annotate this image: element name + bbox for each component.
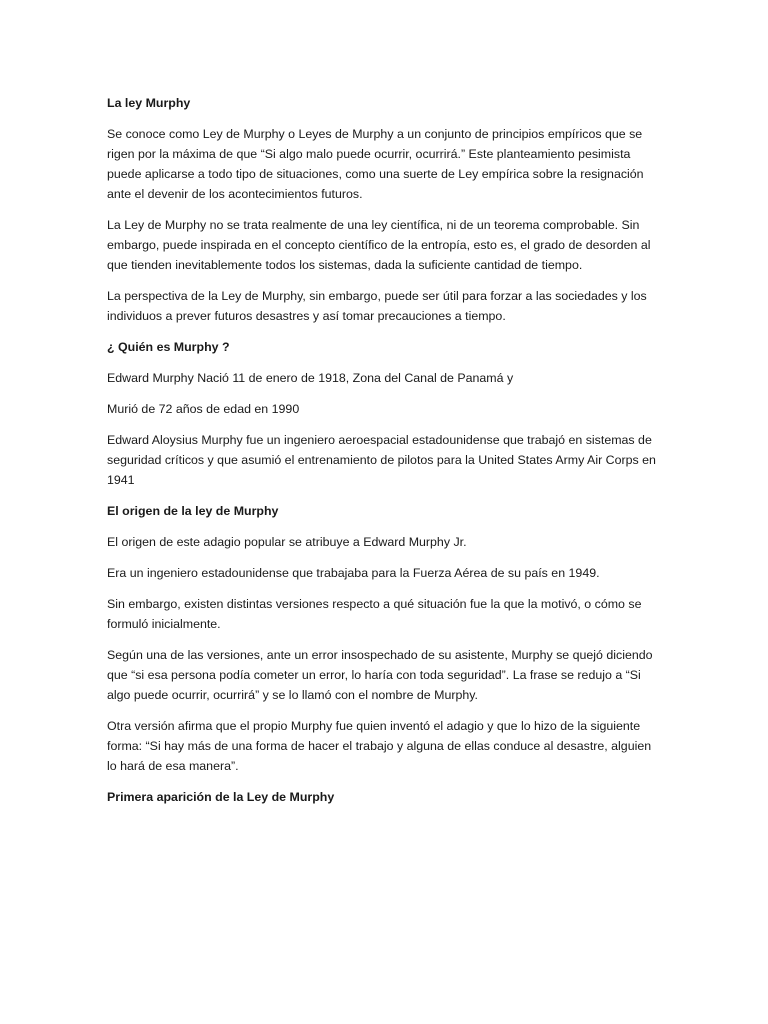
document-body [107, 93, 663, 818]
paragraph-engineer: Era un ingeniero estadounidense que trabajaba para la Fuerza Aérea de su país en 1949. [107, 566, 600, 580]
paragraph-died: Murió de 72 años de edad en 1990 [107, 402, 300, 416]
paragraph-versions: Sin embargo, existen distintas versiones respecto a qué situación fue la que la motivó, o cómo se formuló inicialmente. [107, 597, 642, 631]
paragraph-perspective: La perspectiva de la Ley de Murphy, sin embargo, puede ser útil para forzar a las sociedades y los individuos a prever futuros desastres y así tomar precauciones a tiempo. [107, 289, 647, 323]
paragraph-version-adage: Otra versión afirma que el propio Murphy fue quien inventó el adagio y que lo hizo de la siguiente forma: “Si hay más de una forma de hacer el trabajo y alguna de ellas conduce al desastre, alguien lo hará de esa manera”. [107, 719, 652, 773]
paragraph-not-scientific: La Ley de Murphy no se trata realmente de una ley científica, ni de un teorema comprobable. Sin embargo, puede inspirada en el concepto científico de la entropía, esto es, el grado de desorden al que tienden inevitablemente todos los sistemas, dada la suficiente cantidad de tiempo. [107, 218, 651, 272]
section-heading-origin: El origen de la ley de Murphy [107, 504, 279, 518]
section-heading-first-appearance: Primera aparición de la Ley de Murphy [107, 790, 335, 804]
document-title: La ley Murphy [107, 96, 191, 110]
paragraph-definition: Se conoce como Ley de Murphy o Leyes de Murphy a un conjunto de principios empíricos que se rigen por la máxima de que “Si algo malo puede ocurrir, ocurrirá.” Este planteamiento pesimista puede aplicarse a todo tipo de situaciones, como una suerte de Ley empírica sobre la resignación ante el devenir de los acontecimientos futuros. [107, 127, 644, 201]
paragraph-version-assistant: Según una de las versiones, ante un error insospechado de su asistente, Murphy se quejó diciendo que “si esa persona podía cometer un error, lo haría con toda seguridad”. La frase se redujo a “Si algo puede ocurrir, ocurrirá” y se lo llamó con el nombre de Murphy. [107, 648, 653, 702]
paragraph-origin-attribution: El origen de este adagio popular se atribuye a Edward Murphy Jr. [107, 535, 467, 549]
section-heading-who: ¿ Quién es Murphy ? [107, 340, 230, 354]
paragraph-biography: Edward Aloysius Murphy fue un ingeniero aeroespacial estadounidense que trabajó en sistemas de seguridad críticos y que asumió el entrenamiento de pilotos para la United States Army Air Corps en 1941 [107, 433, 656, 487]
paragraph-born: Edward Murphy Nació 11 de enero de 1918, Zona del Canal de Panamá y [107, 371, 514, 385]
